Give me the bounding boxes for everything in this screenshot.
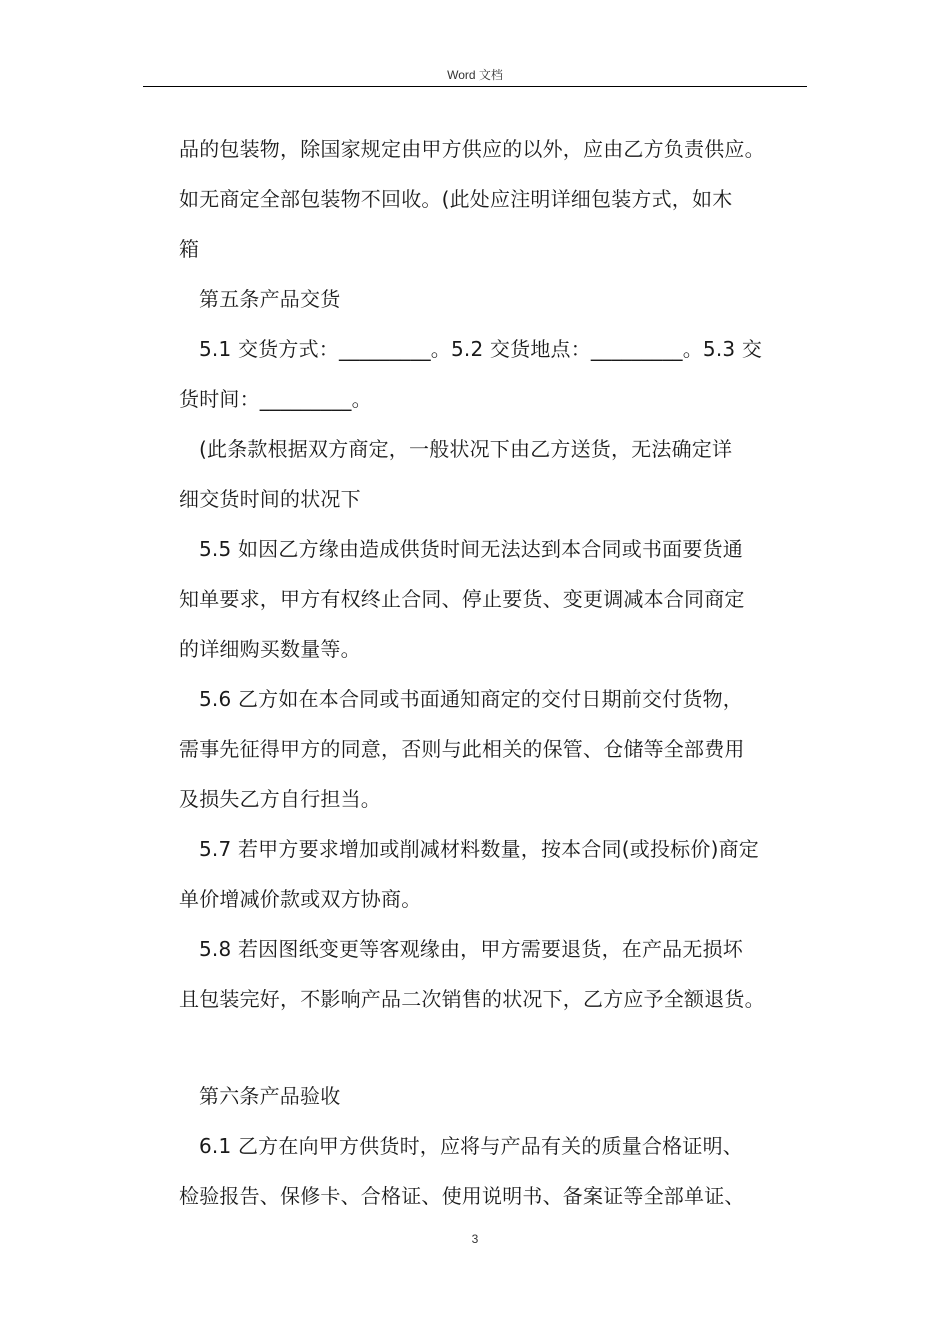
- body-line: 及损失乙方自行担当。: [179, 787, 381, 811]
- body-line: 6.1 乙方在向甲方供货时，应将与产品有关的质量合格证明、: [199, 1134, 743, 1158]
- body-line: 的详细购买数量等。: [179, 637, 361, 661]
- body-line: 5.7 若甲方要求增加或削减材料数量，按本合同(或投标价)商定: [199, 837, 759, 861]
- section-heading: 第五条产品交货: [199, 287, 341, 311]
- body-line: 5.1 交货方式：_________。5.2 交货地点：_________。5.3 交: [199, 337, 763, 361]
- section-heading: 第六条产品验收: [199, 1084, 341, 1108]
- body-line: 品的包装物，除国家规定由甲方供应的以外，应由乙方负责供应。: [179, 137, 765, 161]
- body-line: 箱: [179, 237, 200, 261]
- body-line: 知单要求，甲方有权终止合同、停止要货、变更调减本合同商定: [179, 587, 745, 611]
- body-line: 5.6 乙方如在本合同或书面通知商定的交付日期前交付货物，: [199, 687, 743, 711]
- body-line: 细交货时间的状况下: [179, 487, 361, 511]
- body-line: 检验报告、保修卡、合格证、使用说明书、备案证等全部单证、: [179, 1184, 745, 1208]
- page-header: Word 文档: [447, 68, 503, 82]
- body-line: 5.5 如因乙方缘由造成供货时间无法达到本合同或书面要货通: [199, 537, 743, 561]
- body-line: 如无商定全部包装物不回收。(此处应注明详细包装方式，如木: [179, 187, 733, 211]
- body-line: (此条款根据双方商定，一般状况下由乙方送货，无法确定详: [199, 437, 733, 461]
- header-divider: [143, 86, 807, 87]
- body-line: 单价增减价款或双方协商。: [179, 887, 422, 911]
- page-number: 3: [471, 1232, 479, 1246]
- body-line: 且包装完好，不影响产品二次销售的状况下，乙方应予全额退货。: [179, 987, 765, 1011]
- body-line: 需事先征得甲方的同意，否则与此相关的保管、仓储等全部费用: [179, 737, 745, 761]
- body-line: 5.8 若因图纸变更等客观缘由，甲方需要退货，在产品无损坏: [199, 937, 743, 961]
- body-line: 货时间：_________。: [179, 387, 372, 411]
